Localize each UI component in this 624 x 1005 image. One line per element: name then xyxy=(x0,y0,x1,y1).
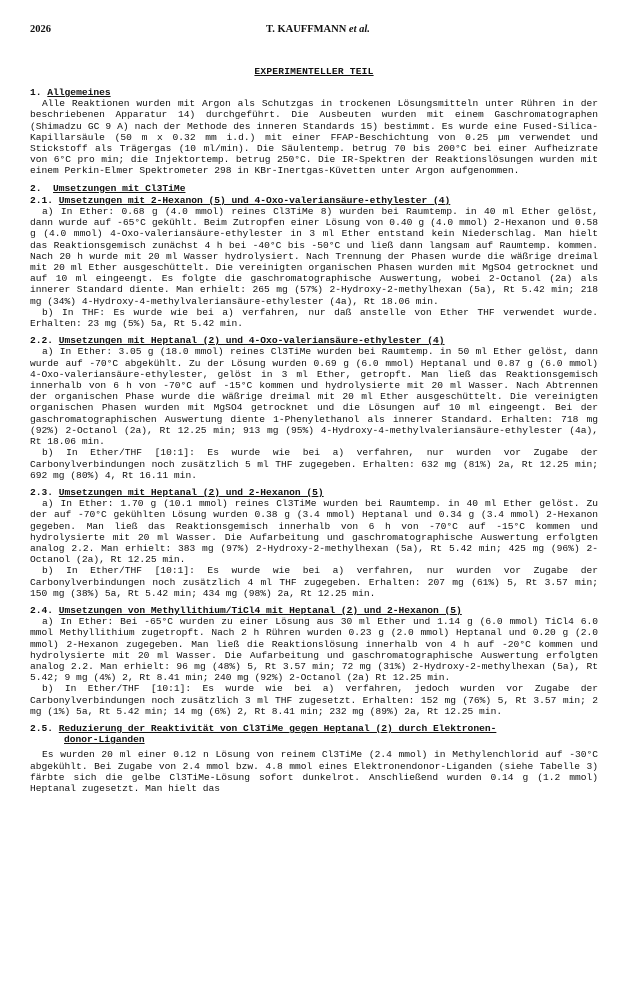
heading-1-text: Allgemeines xyxy=(47,87,111,98)
paragraph-2-1-a: a) In Ether: 0.68 g (4.0 mmol) reines Cl3TiMe 8) wurden bei Raumtemp. in 40 ml Ether gelöst, dann wurde auf -65°C gekühlt. Beim Zutropfen einer Lösung von 0.40 g (4.0 mmol) 2-Hexanon und 0.58 g (4.0 mmol) 4-Oxo-valeriansäure-ethylester in 3 ml Ether entstand kein Niederschlag. Man hielt das Reaktionsgemisch zunächst 4 h bei -40°C bis -50°C und ließ dann langsam auf Raumtemp. kommen. Nach 20 h wurde mit 20 ml Wasser hydrolysiert. Nach Trennung der Phasen wurde die wäßrige dreimal mit 20 ml Ether ausgeschüttelt. Die vereinigten organischen Phasen wurden mit MgSO4 getrocknet und auf 10 ml eingeengt. Es folgte die gaschromatographische Auswertung, wobei 2-Octanol (2a) als innerer Standard diente. Man erhielt: 265 mg (57%) 2-Hydroxy-2-methylhexan (5a), Rt 5.42 min; 218 mg (34%) 4-Hydroxy-4-methylvaleriansäure-ethylester (4a), Rt 18.06 min. xyxy=(30,206,598,307)
heading-2-4-text: Umsetzungen von Methyllithium/TiCl4 mit Heptanal (2) und 2-Hexanon (5) xyxy=(58,604,462,616)
heading-2-text: Umsetzungen mit Cl3TiMe xyxy=(53,182,186,194)
paragraph-2-3-a: a) In Ether: 1.70 g (10.1 mmol) reines Cl3TiMe wurden bei Raumtemp. in 40 ml Ether gelöst. Zu der auf -70°C gekühlten Lösung wurden 0.38 g (3.4 mmol) Heptanal und 0.34 g (3.4 mmol) 2-Hexanon gegeben. Man ließ das Reaktionsgemisch innerhalb von 6 h von -70°C auf -15°C kommen und hydrolysierte mit 20 ml Wasser. Die Aufarbeitung und gaschromatographische Auswertung erfolgten analog 2.2. Man erhielt: 383 mg (97%) 2-Hydroxy-2-methylhexan (5a), Rt 5.42 min; 425 mg (96%) 2-Octanol (2a), Rt 12.25 min. xyxy=(30,498,598,566)
heading-2-5-line1: Reduzierung der Reaktivität von Cl3TiMe gegen Heptanal (2) durch Elektronen- xyxy=(58,722,497,734)
heading-2-5-number: 2.5. xyxy=(30,722,54,734)
paragraph-2-4-a: a) In Ether: Bei -65°C wurden zu einer Lösung aus 30 ml Ether und 1.14 g (6.0 mmol) TiCl4 6.0 mmol Methyllithium zugetropft. Nach 2 h Rühren wurden 0.23 g (2.0 mmol) Heptanal und 0.20 g (2.0 mmol) 2-Hexanon zugegeben. Man ließ die Reaktionslösung innerhalb von 4 h auf -20°C kommen und hydrolysierte mit 20 ml Wasser. Die Aufarbeitung und gaschromatographische Auswertung erfolgten analog 2.2. Man erhielt: 96 mg (48%) 5, Rt 3.57 min; 72 mg (31%) 2-Hydroxy-2-methylhexan (5a), Rt 5.42; 9 mg (4%) 2, Rt 8.41 min; 240 mg (92%) 2-Octanol (2a) Rt 12.25 min. xyxy=(30,616,598,684)
heading-1 xyxy=(30,87,598,98)
running-head-etal: et al. xyxy=(348,24,370,35)
heading-2-5-line2: donor-Liganden xyxy=(64,734,145,746)
heading-2-3-text: Umsetzungen mit Heptanal (2) und 2-Hexanon (5) xyxy=(58,486,324,498)
paragraph-2-4-b: b) In Ether/THF [10:1]: Es wurde wie bei a) verfahren, jedoch wurden vor Zugabe der Carbonylverbindungen noch zusätzlich 3 ml THF zugesetzt. Erhalten: 152 mg (76%) 5, Rt 3.57 min; 2 mg (1%) 5a, Rt 5.42 min; 14 mg (6%) 2, Rt 8.41 min; 232 mg (89%) 2a, Rt 12.25 min. xyxy=(30,683,598,717)
paragraph-2-1-b: b) In THF: Es wurde wie bei a) verfahren, nur daß anstelle von Ether THF verwendet wurde. Erhalten: 23 mg (5%) 5a, Rt 5.42 min. xyxy=(30,306,598,330)
paragraph-2-3-b: b) In Ether/THF [10:1]: Es wurde wie bei a) verfahren, nur wurden vor Zugabe der Carbonylverbindungen noch zusätzlich 4 ml THF zugegeben. Erhalten: 207 mg (61%) 5, Rt 3.57 min; 150 mg (38%) 5a, Rt 5.42 min; 434 mg (98%) 2a, Rt 12.25 min. xyxy=(30,565,598,599)
heading-2-2-number: 2.2. xyxy=(30,335,54,347)
heading-2-1-text: Umsetzungen mit 2-Hexanon (5) und 4-Oxo-valeriansäure-ethylester (4) xyxy=(58,194,451,206)
paragraph-2-5: Es wurden 20 ml einer 0.12 n Lösung von reinem Cl3TiMe (2.4 mmol) in Methylenchlorid auf -30°C abgekühlt. Bei Zugabe von 2.4 mmol bzw. 4.8 mmol eines Elektronendonor-Liganden (siehe Tabelle 3) färbte sich die gelbe Cl3TiMe-Lösung sofort dunkelrot. Anschließend wurden 0.14 g (1.2 mmol) Heptanal zugesetzt. Man hielt das xyxy=(30,749,598,794)
running-head-author: T. KAUFFMANN xyxy=(266,24,347,35)
heading-1-number: 1. xyxy=(30,87,42,98)
running-head xyxy=(266,24,370,35)
heading-2-1 xyxy=(30,195,598,206)
heading-2-2-text: Umsetzungen mit Heptanal (2) und 4-Oxo-valeriansäure-ethylester (4) xyxy=(58,335,445,347)
page-number: 2026 xyxy=(30,24,51,35)
heading-2-4 xyxy=(30,605,598,616)
heading-2-2 xyxy=(30,335,598,346)
heading-2 xyxy=(30,183,598,194)
heading-2-3-number: 2.3. xyxy=(30,486,54,498)
heading-2-4-number: 2.4. xyxy=(30,604,54,616)
paragraph-2-2-a: a) In Ether: 3.05 g (18.0 mmol) reines Cl3TiMe wurden bei Raumtemp. in 50 ml Ether gelöst, dann wurde auf -70°C abgekühlt. Zu der Lösung wurden 0.69 g (6.0 mmol) Heptanal und 0.87 g (6.0 mmol) 4-Oxo-valeriansäure-ethylester, gelöst in 3 ml Ether, getropft. Man ließ das Reaktionsgemisch innerhalb von 6 h von -70°C auf -15°C kommen und hydrolysierte mit 20 ml Wasser. Nach Abtrennen der organischen Phase wurde die wäßrige dreimal mit 20 ml Ether ausgeschüttelt. Die vereinigten organischen Phasen wurden mit MgSO4 getrocknet und die Lösungen auf 10 ml eingeengt. Bei der gaschromatographischen Auswertung diente 1-Phenylethanol als innerer Standard. Erhalten: 718 mg (92%) 2-Octanol (2a), Rt 12.25 min; 913 mg (95%) 4-Hydroxy-4-methylvaleriansäure-ethylester (4a), Rt 18.06 min. xyxy=(30,346,598,448)
heading-2-5-cont xyxy=(30,734,598,745)
page xyxy=(30,24,598,794)
section-title: EXPERIMENTELLER TEIL xyxy=(254,66,374,77)
heading-2-3 xyxy=(30,487,598,498)
page-header xyxy=(30,24,598,40)
heading-2-5 xyxy=(30,723,598,734)
paragraph-2-2-b: b) In Ether/THF [10:1]: Es wurde wie bei a) verfahren, nur wurden vor Zugabe der Carbonylverbindungen noch zusätzlich 5 ml THF zugegeben. Erhalten: 632 mg (81%) 2a, Rt 12.25 min; 692 mg (80%) 4, Rt 16.11 min. xyxy=(30,447,598,481)
heading-2-1-number: 2.1. xyxy=(30,194,54,206)
heading-2-number: 2. xyxy=(30,182,42,194)
paragraph-1: Alle Reaktionen wurden mit Argon als Schutzgas in trockenen Lösungsmitteln unter Rühren in der beschriebenen Apparatur 14) durchgeführt. Die Ausbeuten wurden mit einem Gaschromatographen (Shimadzu GC 9 A) nach der Methode des inneren Standards 15) bestimmt. Es wurde eine Fused-Silica-Kapillarsäule (50 m x 0.32 mm i.d.) mit einer FFAP-Beschichtung von 0.25 µm verwendet und Stickstoff als Trägergas (10 ml/min). Die Säulentemp. betrug 70 bis 200°C bei einer Aufheizrate von 6°C pro min; die Injektortemp. betrug 250°C. Die IR-Spektren der Reaktionslösungen wurden mit einem Perkin-Elmer Spektrometer 298 in KBr-Inertgas-Küvetten unter Argon aufgenommen. xyxy=(30,98,598,177)
